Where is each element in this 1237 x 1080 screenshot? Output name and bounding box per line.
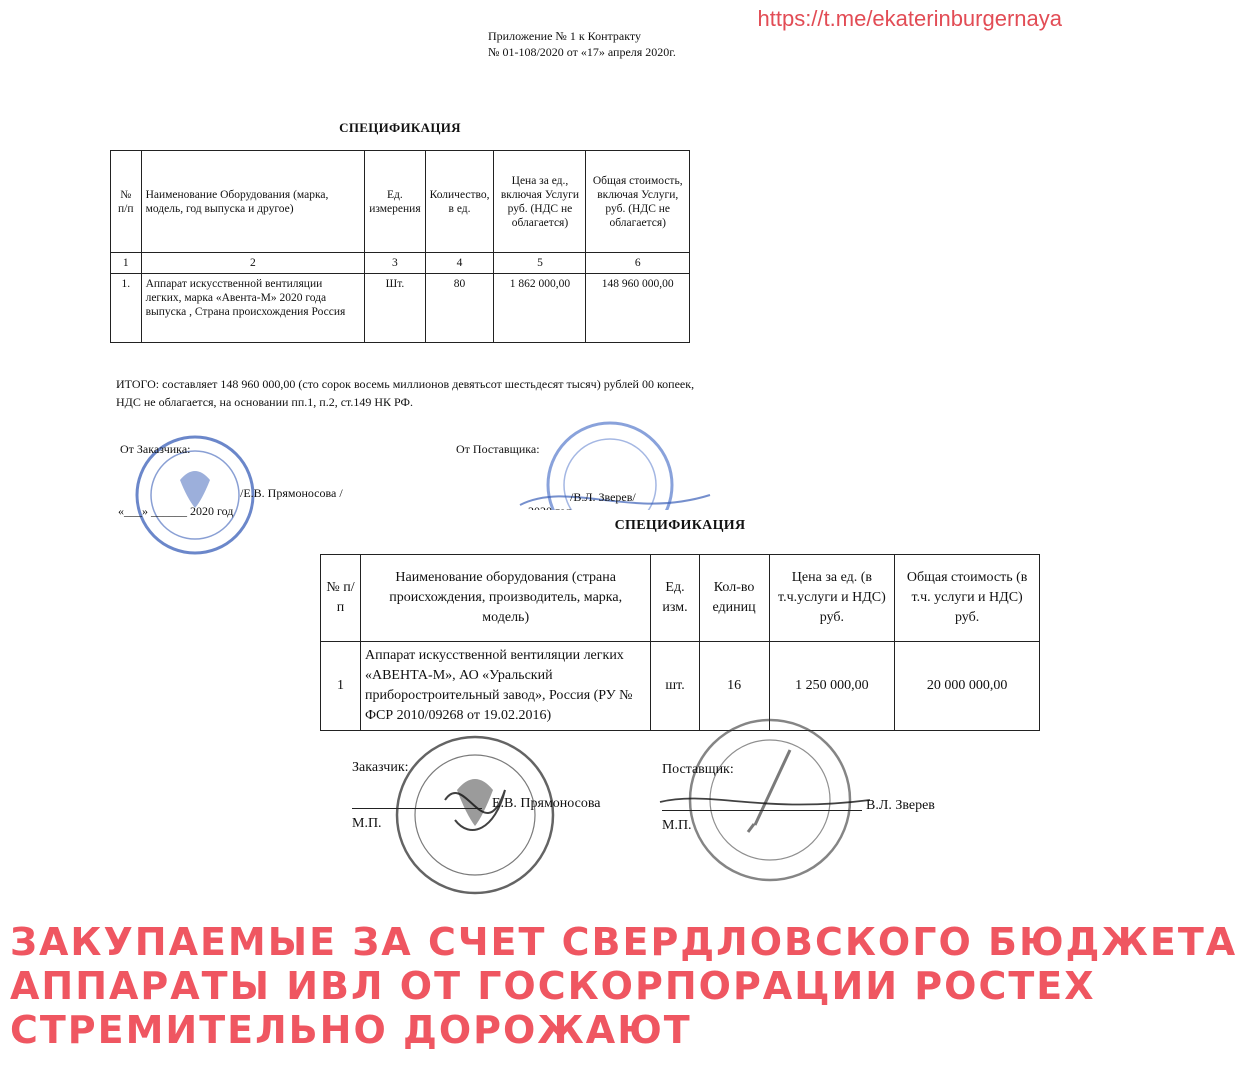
row-price: 1 250 000,00 xyxy=(769,642,895,731)
header-total: Общая стоимость (в т.ч. услуги и НДС) руб. xyxy=(895,555,1040,642)
row-total: 20 000 000,00 xyxy=(895,642,1040,731)
supplier-label: Поставщик: xyxy=(662,762,734,777)
header-unit: Ед. измерения xyxy=(365,151,425,253)
header-total: Общая стоимость, включая Услуги, руб. (НДС не облагается) xyxy=(586,151,690,253)
header-num: № п/п xyxy=(321,555,361,642)
supplier-name: В.Л. Зверев xyxy=(866,798,935,813)
header-unit: Ед. изм. xyxy=(651,555,699,642)
annex-line-1: Приложение № 1 к Контракту xyxy=(488,29,641,43)
header-name: Наименование Оборудования (марка, модель, год выпуска и другое) xyxy=(141,151,365,253)
headline-line-3: СТРЕМИТЕЛЬНО ДОРОЖАЮТ xyxy=(10,1008,692,1052)
row-num: 1 xyxy=(321,642,361,731)
telegram-link[interactable]: https://t.me/ekaterinburgernaya xyxy=(757,6,1062,31)
annex-header xyxy=(488,28,676,60)
headline-line-2: АППАРАТЫ ИВЛ ОТ ГОСКОРПОРАЦИИ РОСТЕХ xyxy=(10,964,1096,1008)
header-name: Наименование оборудования (страна происхождения, производитель, марка, модель) xyxy=(360,555,650,642)
supplier-signature-line xyxy=(662,810,862,811)
supplier-label: От Поставщика: xyxy=(456,442,540,456)
header-price: Цена за ед., включая Услуги руб. (НДС не облагается) xyxy=(494,151,586,253)
doc1-spec-table xyxy=(110,150,690,343)
header-qty: Количество, в ед. xyxy=(425,151,494,253)
header-qty: Кол-во единиц xyxy=(699,555,769,642)
round-seal-stamp-icon xyxy=(100,420,270,540)
round-seal-stamp-icon xyxy=(670,710,870,890)
column-number-row xyxy=(111,253,690,274)
col-number: 6 xyxy=(586,253,690,274)
customer-label: Заказчик: xyxy=(352,760,409,775)
table-header-row xyxy=(321,555,1040,642)
table-row xyxy=(111,274,690,343)
col-number: 1 xyxy=(111,253,142,274)
row-name: Аппарат искусственной вентиляции легких «АВЕНТА-М», АО «Уральский приборостроительный завод», Россия (РУ № ФСР 2010/09268 от 19.02.2016) xyxy=(360,642,650,731)
total-text: ИТОГО: составляет 148 960 000,00 (сто сорок восемь миллионов девятьсот шестьдесят тысяч) рублей 00 копеек, НДС не облагается, на основании пп.1, п.2, ст.149 НК РФ. xyxy=(116,377,695,409)
col-number: 5 xyxy=(494,253,586,274)
row-qty: 16 xyxy=(699,642,769,731)
col-number: 2 xyxy=(141,253,365,274)
col-number: 3 xyxy=(365,253,425,274)
customer-date: «___» ______ 2020 год xyxy=(118,504,234,518)
mp-right: М.П. xyxy=(662,818,692,833)
customer-label: От Заказчика: xyxy=(120,442,191,456)
row-unit: шт. xyxy=(651,642,699,731)
doc2-spec-table xyxy=(320,554,1040,731)
col-number: 4 xyxy=(425,253,494,274)
annex-line-2: № 01-108/2020 от «17» апреля 2020г. xyxy=(488,45,676,59)
row-num: 1. xyxy=(111,274,142,343)
doc1-title: СПЕЦИФИКАЦИЯ xyxy=(339,120,461,135)
customer-signature-line xyxy=(352,808,482,809)
contract-annex-document xyxy=(80,20,730,518)
row-total: 148 960 000,00 xyxy=(586,274,690,343)
doc2-title: СПЕЦИФИКАЦИЯ xyxy=(614,518,746,533)
row-unit: Шт. xyxy=(365,274,425,343)
table-header-row xyxy=(111,151,690,253)
row-qty: 80 xyxy=(425,274,494,343)
headline xyxy=(10,920,1237,1052)
customer-name: Е.В. Прямоносова xyxy=(492,796,601,811)
mp-left: М.П. xyxy=(352,816,382,831)
customer-name: /Е.В. Прямоносова / xyxy=(240,486,343,500)
header-price: Цена за ед. (в т.ч.услуги и НДС) руб. xyxy=(769,555,895,642)
header-num: № п/п xyxy=(111,151,142,253)
headline-line-1: ЗАКУПАЕМЫЕ ЗА СЧЕТ СВЕРДЛОВСКОГО БЮДЖЕТА xyxy=(10,920,1237,964)
specification-document-2 xyxy=(300,510,1070,900)
row-name: Аппарат искусственной вентиляции легких, марка «Авента-М» 2020 года выпуска , Страна происхождения Россия xyxy=(141,274,365,343)
supplier-name: /В.Л. Зверев/ xyxy=(570,490,636,504)
round-seal-stamp-icon xyxy=(375,730,575,900)
row-price: 1 862 000,00 xyxy=(494,274,586,343)
